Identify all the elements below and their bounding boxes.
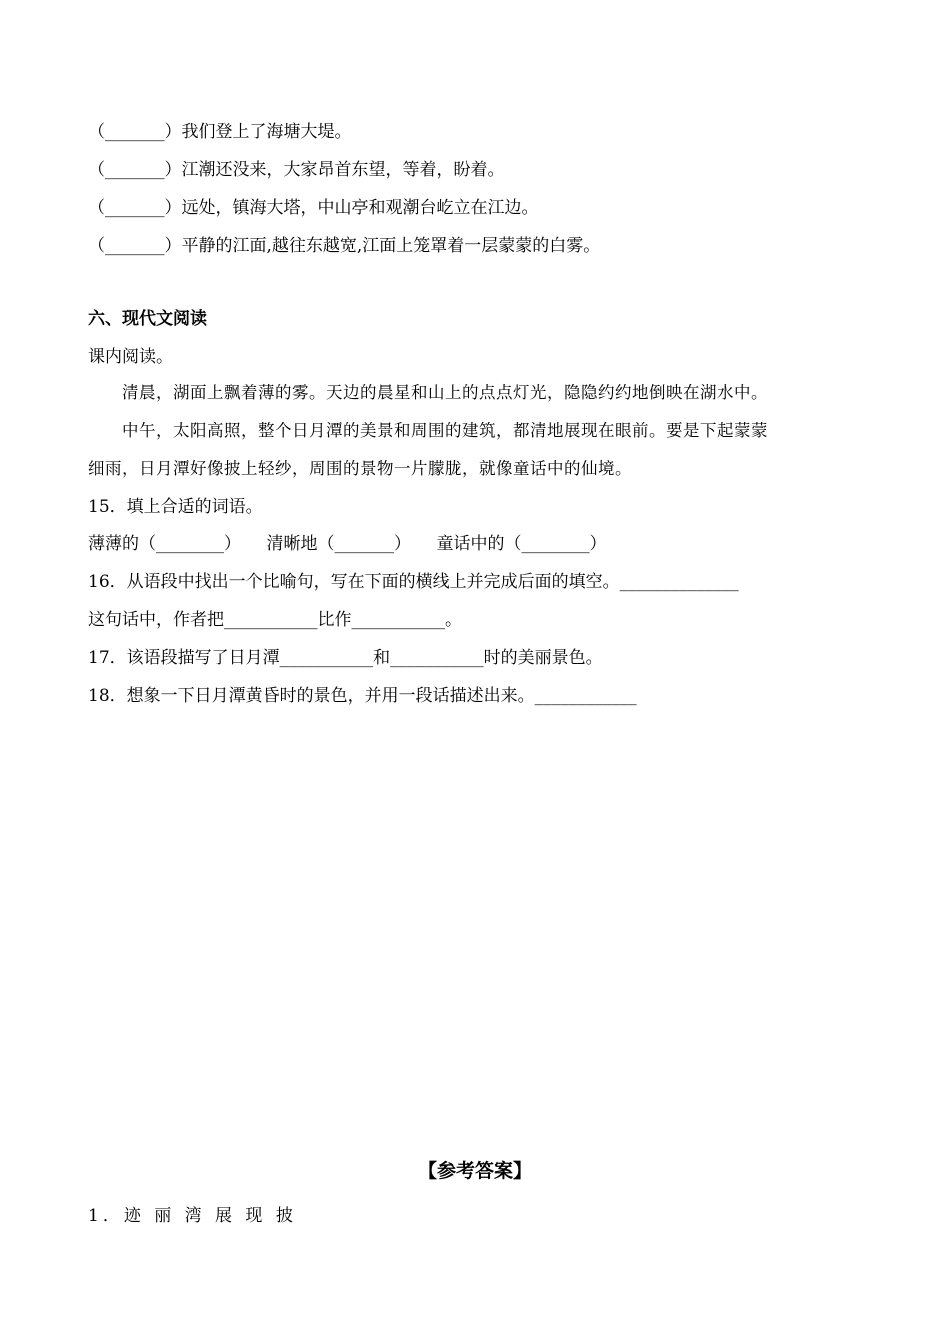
answer-1: 1．迹 丽 湾 展 现 披 [88,1206,297,1226]
question-18: 18．想象一下日月潭黄昏时的景色，并用一段话描述出来。____________ [88,686,637,706]
ordering-item-2: （_______）江潮还没来，大家昂首东望，等着，盼着。 [88,160,505,180]
question-16-sub: 这句话中，作者把___________比作___________。 [88,610,462,630]
answer-title: 【参考答案】 [417,1160,532,1182]
ordering-item-4: （_______）平静的江面,越往东越宽,江面上笼罩着一层蒙蒙的白雾。 [88,236,601,256]
question-17: 17．该语段描写了日月潭___________和___________时的美丽景色。 [88,648,603,668]
passage-paragraph-2-line-1: 中午，太阳高照，整个日月潭的美景和周围的建筑，都清地展现在眼前。要是下起蒙蒙 [122,421,768,440]
ordering-item-3: （_______）远处，镇海大塔，中山亭和观潮台屹立在江边。 [88,198,539,218]
passage-paragraph-2-line-2: 细雨，日月潭好像披上轻纱，周围的景物一片朦胧，就像童话中的仙境。 [88,459,632,478]
passage-paragraph-1: 清晨，湖面上飘着薄的雾。天边的晨星和山上的点点灯光，隐隐约约地倒映在湖水中。 [122,383,768,402]
section-heading: 六、现代文阅读 [88,309,207,329]
reading-intro: 课内阅读。 [88,347,173,367]
question-16: 16．从语段中找出一个比喻句，写在下面的横线上并完成后面的填空。______________ [88,572,739,592]
ordering-item-1: （_______）我们登上了海塘大堤。 [88,122,352,142]
question-15: 15．填上合适的词语。 [88,497,263,517]
question-15-blanks: 薄薄的（________） 清晰地（_______） 童话中的（________） [88,534,607,554]
